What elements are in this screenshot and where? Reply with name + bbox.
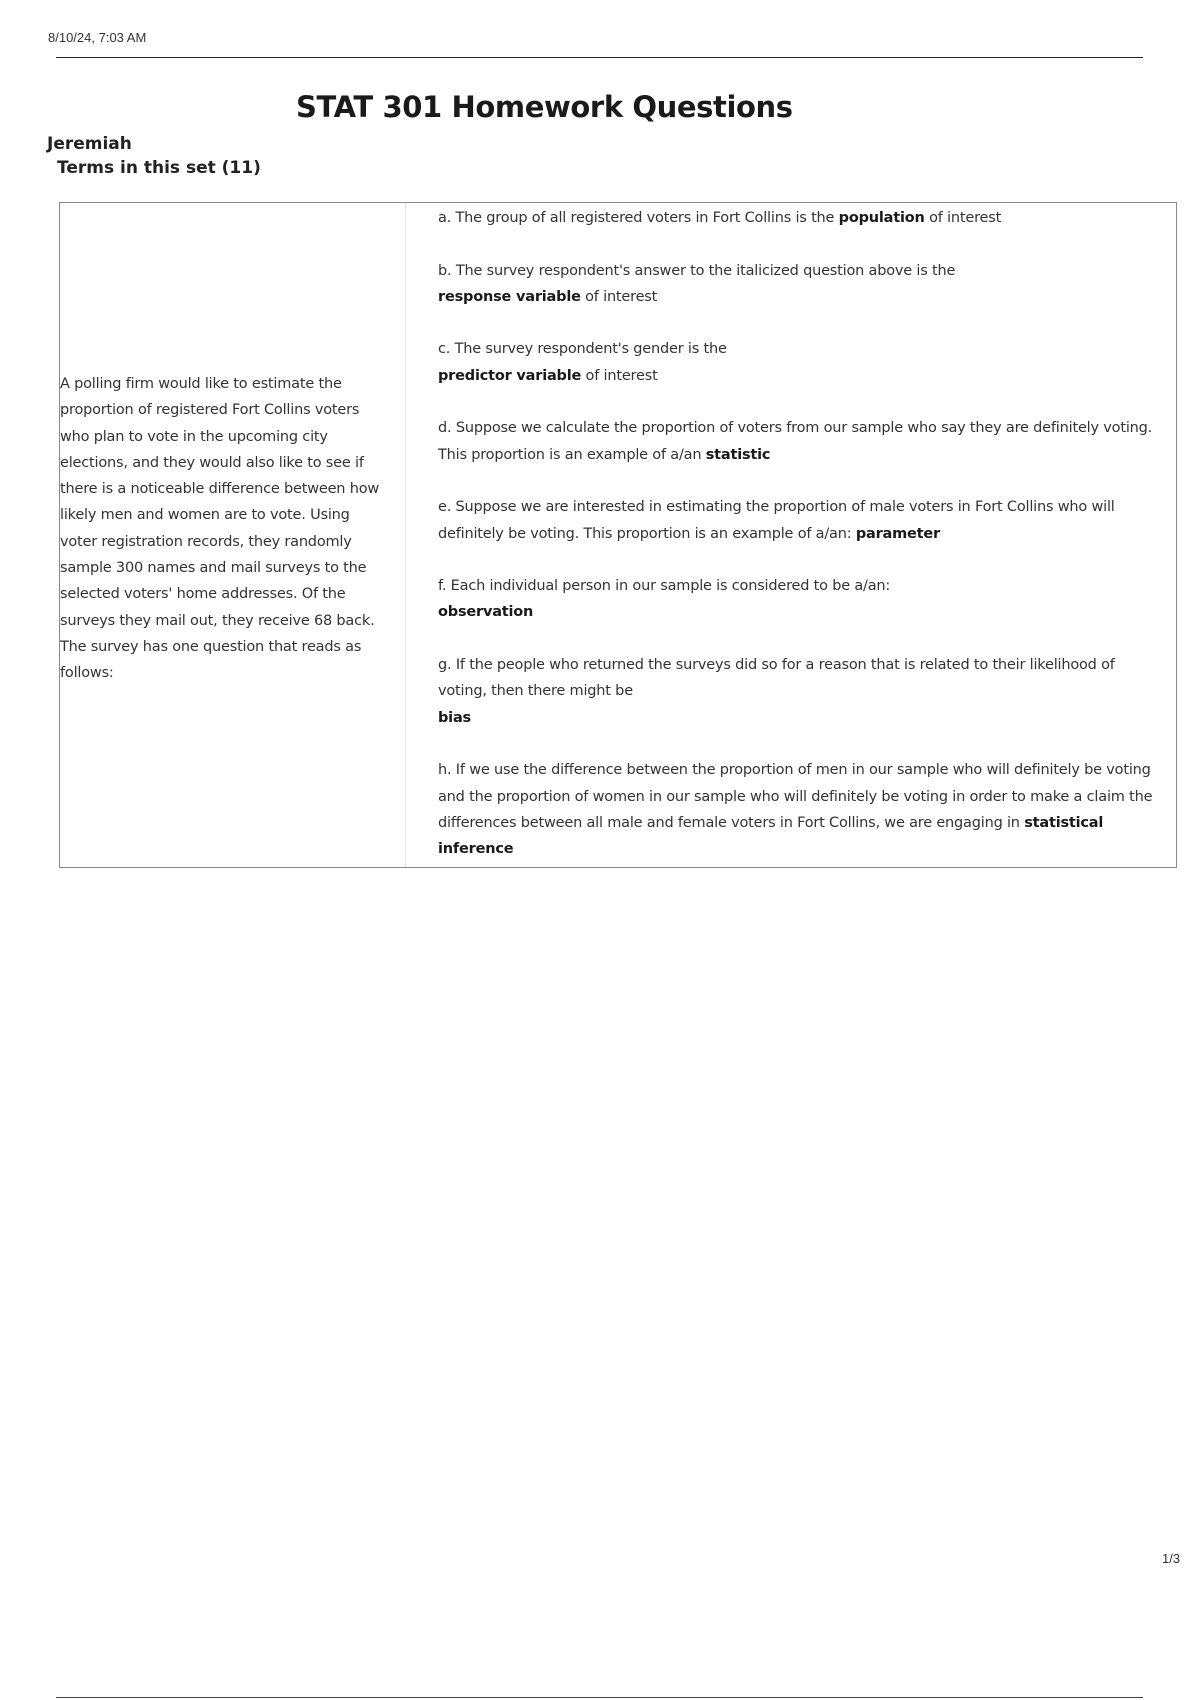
card-divider xyxy=(405,203,406,867)
print-timestamp: 8/10/24, 7:03 AM xyxy=(48,30,147,45)
definition-text: g. If the people who returned the surveys did so for a reason that is related to their likelihood of voting, then there might be xyxy=(438,657,1115,700)
page-number: 1/3 xyxy=(1162,1551,1181,1566)
definition-suffix: of interest xyxy=(924,210,1002,226)
definition-answer: response variable xyxy=(438,288,581,305)
definition-answer: observation xyxy=(438,604,534,621)
definition-text: h. If we use the difference between the proportion of men in our sample who will definitely be voting and the proportion of women in our sample who will definitely be voting in order to make a claim the differences between all male and female voters in Fort Collins, we are engaging in xyxy=(438,762,1153,831)
page-title: STAT 301 Homework Questions xyxy=(296,90,793,124)
definition-text: c. The survey respondent's gender is the xyxy=(438,341,727,358)
definition-item-h xyxy=(438,757,1158,862)
definition-text: d. Suppose we calculate the proportion of voters from our sample who say they are definitely voting. This proportion is an example of a/an xyxy=(438,420,1153,463)
definition-suffix: of interest xyxy=(581,367,658,384)
definition-answer: statistic xyxy=(705,446,771,463)
definition-item-d xyxy=(438,415,1158,468)
definition-suffix: of interest xyxy=(580,288,658,305)
definition-item-f xyxy=(438,573,1158,626)
definition-item-a xyxy=(438,205,1158,231)
flashcard-definition xyxy=(438,205,1158,862)
author-name: Jeremiah xyxy=(47,134,132,154)
definition-item-b xyxy=(438,258,1158,311)
definition-text: a. The group of all registered voters in Fort Collins is the xyxy=(438,210,839,226)
header-divider xyxy=(56,57,1143,58)
definition-text: e. Suppose we are interested in estimating the proportion of male voters in Fort Collins who will definitely be voting. This proportion is an example of a/an: xyxy=(438,499,1115,542)
flashcard xyxy=(59,202,1177,868)
definition-answer: population xyxy=(838,210,925,226)
definition-text: b. The survey respondent's answer to the italicized question above is the xyxy=(438,262,956,279)
footer-divider xyxy=(56,1697,1143,1698)
definition-item-c xyxy=(438,336,1158,389)
terms-count-heading: Terms in this set (11) xyxy=(57,158,261,178)
definition-item-e xyxy=(438,494,1158,547)
definition-answer: predictor variable xyxy=(438,367,582,384)
definition-answer: statistical inference xyxy=(438,814,1104,858)
definition-item-g xyxy=(438,652,1158,731)
definition-answer: parameter xyxy=(855,525,940,542)
definition-text: f. Each individual person in our sample is considered to be a/an: xyxy=(438,578,891,595)
definition-answer: bias xyxy=(438,709,471,726)
flashcard-term: A polling firm would like to estimate the proportion of registered Fort Collins voters who plan to vote in the upcoming city elections, and they would also like to see if there is a noticeable difference between how likely men and women are to vote. Using voter registration records, they randomly sample 300 names and mail surveys to the selected voters' home addresses. Of the surveys they mail out, they receive 68 back. The survey has one question that reads as follows: xyxy=(60,376,380,682)
